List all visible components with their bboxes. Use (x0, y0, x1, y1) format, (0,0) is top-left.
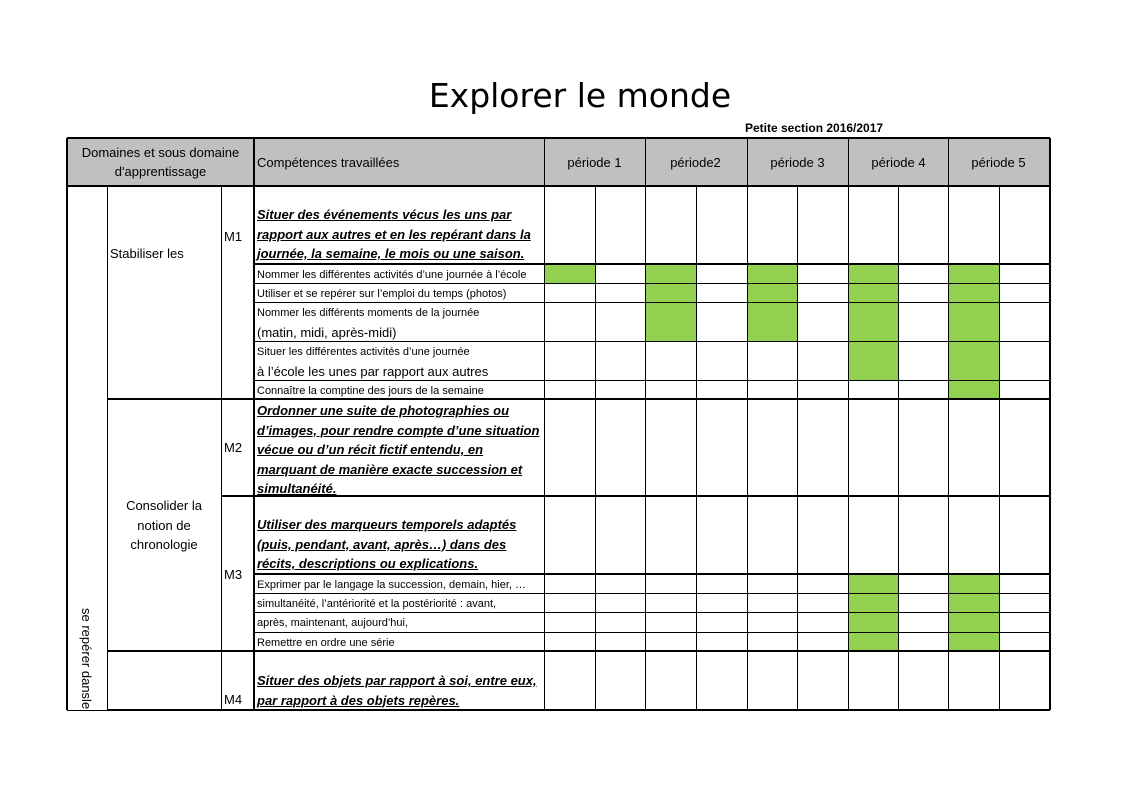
filled-period-cell (747, 302, 797, 341)
competence-text: Nommer les différents moments de la journée (257, 307, 480, 319)
competence-text: Remettre en ordre une série (257, 637, 395, 649)
domain-vertical-label: se repérer dansle (79, 608, 94, 710)
header-period-4: période 4 (871, 154, 926, 170)
competence-text: (matin, midi, après-midi) (257, 325, 397, 340)
filled-period-cell (848, 593, 898, 612)
competence-text: vécue ou d’un récit fictif entendu, en (257, 442, 484, 457)
competence-text: simultanéité, l’antériorité et la postériorité : avant, (257, 598, 497, 610)
competence-row-13 (257, 671, 537, 710)
subdomain-chronologie: Consolider la notion de chronologie (126, 498, 202, 552)
filled-period-cell (948, 264, 999, 283)
competence-row-8 (257, 515, 516, 574)
competence-text: rapport aux autres et en les repérant dans la (257, 226, 531, 242)
grid-line-v (848, 138, 849, 710)
competence-row-11 (257, 614, 408, 633)
code-m4: M4 (224, 692, 243, 707)
grid-line-v (221, 186, 222, 710)
filled-period-cell (645, 264, 696, 283)
filled-period-cell (948, 632, 999, 651)
filled-period-cell (645, 283, 696, 302)
competence-text: Ordonner une suite de photographies ou (257, 403, 510, 418)
code-m1: M1 (224, 229, 243, 244)
competence-text: Situer des objets par rapport à soi, entre eux, (257, 673, 537, 688)
filled-period-cell (848, 264, 898, 283)
competence-text: (puis, pendant, avant, après…) dans des (257, 536, 507, 552)
grid-line-v (1049, 138, 1051, 710)
page-title: Explorer le monde (428, 76, 732, 115)
grid-line-v (948, 138, 949, 710)
competence-row-3 (257, 285, 506, 304)
competence-text: récits, descriptions ou explications. (257, 556, 479, 571)
competence-text: d’images, pour rendre compte d’une situation (257, 422, 540, 438)
competence-row-7 (257, 401, 539, 499)
grid-line-v (645, 138, 646, 710)
grid-line-v (107, 186, 108, 710)
competence-text: Situer les différentes activités d’une journée (257, 346, 470, 358)
competence-row-1 (257, 205, 531, 264)
filled-period-cell (544, 264, 595, 283)
filled-period-cell (747, 264, 797, 283)
filled-period-cell (948, 574, 999, 593)
filled-period-cell (948, 341, 999, 380)
filled-period-cell (848, 341, 898, 380)
competence-row-4 (257, 304, 479, 342)
filled-period-cell (948, 612, 999, 632)
filled-period-cell (948, 302, 999, 341)
filled-period-cell (848, 632, 898, 651)
header-period-5: période 5 (971, 154, 1026, 170)
filled-period-cell (645, 302, 696, 341)
competence-text: Situer des événements vécus les uns par (257, 207, 512, 222)
grid-line-h (107, 650, 1050, 652)
competence-text: journée, la semaine, le mois ou une saison. (257, 246, 525, 261)
filled-period-cell (747, 283, 797, 302)
competence-row-2 (257, 266, 526, 285)
competence-row-12 (257, 634, 395, 653)
filled-period-cell (848, 283, 898, 302)
grid-line-v (544, 138, 545, 710)
competence-row-9 (257, 576, 526, 595)
grid-line-h (107, 398, 1050, 400)
grid-line-h (67, 710, 107, 711)
filled-period-cell (948, 283, 999, 302)
competence-row-6 (257, 382, 484, 401)
filled-period-cell (948, 380, 999, 399)
header-domains: Domaines et sous domaine d'apprentissage (81, 145, 240, 179)
class-year-label: Petite section 2016/2017 (745, 121, 884, 135)
competence-text: simultanéité. (257, 481, 337, 496)
filled-period-cell (948, 593, 999, 612)
filled-period-cell (848, 302, 898, 341)
code-m3: M3 (224, 567, 243, 582)
competence-text: par rapport à des objets repères. (257, 692, 460, 708)
competence-row-5 (257, 343, 488, 381)
grid-line-v (253, 138, 255, 710)
header-period-1: période 1 (567, 154, 622, 170)
domain-vertical (70, 606, 106, 710)
competence-text: après, maintenant, aujourd’hui, (257, 617, 409, 629)
code-m2: M2 (224, 440, 243, 455)
competence-text: Utiliser des marqueurs temporels adaptés (257, 517, 517, 532)
grid-line-h (107, 709, 1050, 711)
grid-line-v (747, 138, 748, 710)
filled-period-cell (848, 574, 898, 593)
competence-text: à l’école les unes par rapport aux autres (257, 364, 489, 379)
header-competences: Compétences travaillées (257, 154, 400, 170)
competence-text: Exprimer par le langage la succession, demain, hier, … (257, 579, 527, 591)
filled-period-cell (848, 612, 898, 632)
competence-text: Utiliser et se repérer sur l’emploi du temps (photos) (257, 288, 507, 300)
competence-text: Connaître la comptine des jours de la semaine (257, 385, 484, 397)
grid-line-v (66, 138, 68, 710)
header-period-3: période 3 (770, 154, 825, 170)
header-period-2: période2 (670, 154, 721, 170)
competence-text: marquant de manière exacte succession et (257, 461, 523, 477)
competence-text: Nommer les différentes activités d’une journée à l’école (257, 269, 527, 281)
subdomain-stabiliser: Stabiliser les (110, 246, 184, 261)
competence-row-10 (257, 595, 496, 614)
